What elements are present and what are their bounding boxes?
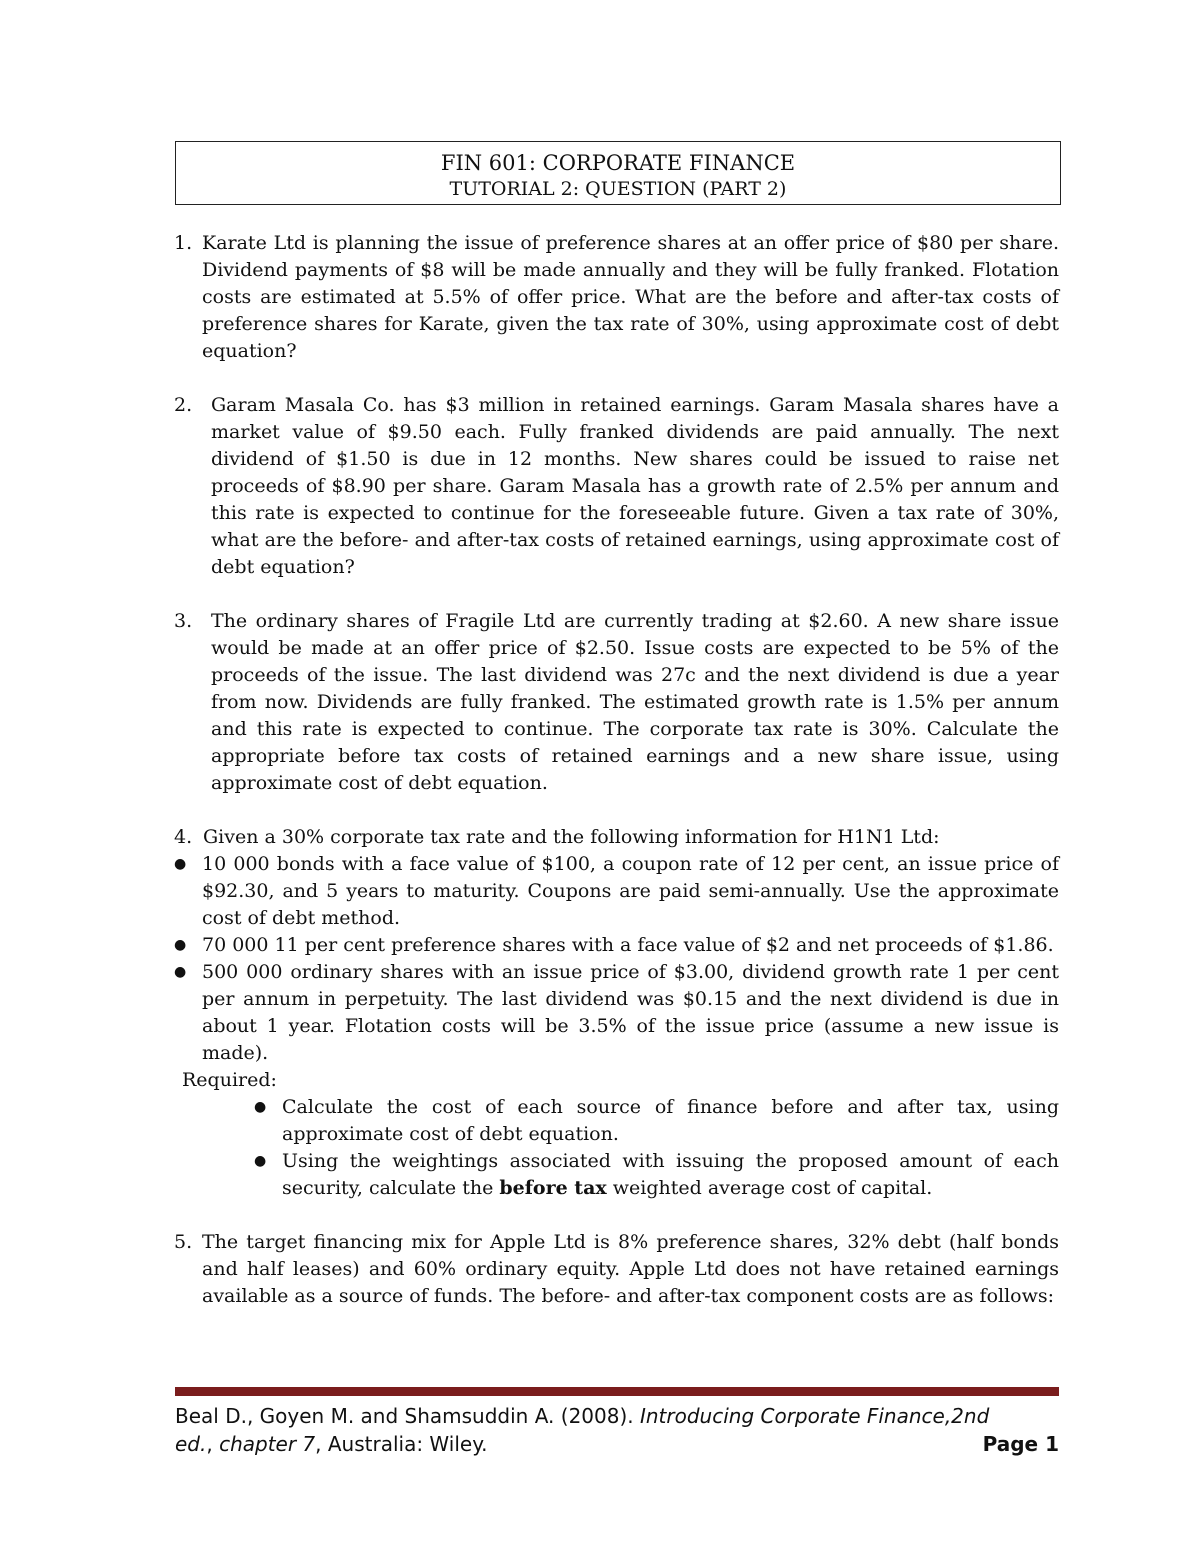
question-1: [174, 230, 1059, 365]
list-item: [254, 1094, 1059, 1148]
question-number: 2.: [174, 394, 193, 416]
question-3: [174, 608, 1059, 797]
course-title: FIN 601: CORPORATE FINANCE: [440, 151, 796, 175]
question-text: The ordinary shares of Fragile Ltd are currently trading at $2.60. A new share issue would be made at an offer price of $2.50. Issue costs are expected to be 5% of the proceeds of the issue. The last dividend was 27c and the next dividend is due a year from now. Dividends are fully franked. The estimated growth rate is 1.5% per annum and this rate is expected to continue. The corporate tax rate is 30%. Calculate the appropriate before tax costs of retained earnings and a new share issue, using approximate cost of debt equation.: [211, 610, 1059, 794]
required-list: [254, 1094, 1059, 1202]
question-list: [174, 230, 1059, 1310]
question-number: 3.: [174, 610, 193, 632]
list-item-text: 10 000 bonds with a face value of $100, a coupon rate of 12 per cent, an issue price of $92.30, and 5 years to maturity. Coupons are paid semi-annually. Use the approximate cost of debt method.: [202, 853, 1059, 929]
required-label: Required:: [182, 1069, 277, 1091]
h1n1-securities-list: [174, 851, 1059, 1067]
question-text: Karate Ltd is planning the issue of preference shares at an offer price of $80 per share. Dividend payments of $8 will be made annually and they will be fully franked. Flotation costs are estimated at 5.5% of offer price. What are the before and after-tax costs of preference shares for Karate, given the tax rate of 30%, using approximate cost of debt equation?: [202, 232, 1059, 362]
question-number: 1.: [174, 232, 193, 254]
list-item: [174, 851, 1059, 932]
page-number: Page 1: [982, 1432, 1059, 1456]
text-run: Using the weightings associated with issuing the proposed amount of each security, calculate the: [282, 1150, 1059, 1199]
question-5: [174, 1229, 1059, 1310]
bullet-icon: ●: [254, 1099, 267, 1115]
list-item-text: 70 000 11 per cent preference shares with a face value of $2 and net proceeds of $1.86.: [202, 934, 1054, 956]
list-item-text: Calculate the cost of each source of finance before and after tax, using approximate cost of debt equation.: [282, 1096, 1059, 1145]
question-number: 4.: [174, 826, 193, 848]
footer-comma: ,: [206, 1432, 213, 1456]
footer-rule: [175, 1387, 1059, 1396]
bullet-icon: ●: [174, 964, 187, 980]
list-item: [174, 932, 1059, 959]
footer-book-title: Introducing Corporate Finance,2nd ed.: [175, 1404, 990, 1456]
question-number: 5.: [174, 1231, 193, 1253]
question-text: Given a 30% corporate tax rate and the following information for H1N1 Ltd:: [203, 826, 940, 848]
bullet-icon: ●: [174, 937, 187, 953]
list-item: [254, 1148, 1059, 1202]
list-item-text: 500 000 ordinary shares with an issue price of $3.00, dividend growth rate 1 per cent per annum in perpetuity. The last dividend was $0.15 and the next dividend is due in about 1 year. Flotation costs will be 3.5% of the issue price (assume a new issue is made).: [202, 961, 1059, 1064]
question-2: [174, 392, 1059, 581]
bullet-icon: ●: [254, 1153, 267, 1169]
list-item: [174, 959, 1059, 1067]
footer-authors: Beal D., Goyen M. and Shamsuddin A. (2008).: [175, 1404, 634, 1428]
footer: [175, 1402, 1059, 1458]
question-4: [174, 824, 1059, 851]
bullet-icon: ●: [174, 856, 187, 872]
question-text: The target financing mix for Apple Ltd is 8% preference shares, 32% debt (half bonds and half leases) and 60% ordinary equity. Apple Ltd does not have retained earnings available as a source of funds. The before- and after-tax component costs are as follows:: [202, 1231, 1059, 1307]
footer-chapter: chapter 7: [219, 1432, 316, 1456]
question-text: Garam Masala Co. has $3 million in retained earnings. Garam Masala shares have a market value of $9.50 each. Fully franked dividends are paid annually. The next dividend of $1.50 is due in 12 months. New shares could be issued to raise net proceeds of $8.90 per share. Garam Masala has a growth rate of 2.5% per annum and this rate is expected to continue for the foreseeable future. Given a tax rate of 30%, what are the before- and after-tax costs of retained earnings, using approximate cost of debt equation?: [211, 394, 1059, 578]
footer-reference: [175, 1402, 1005, 1458]
text-run: weighted average cost of capital.: [606, 1177, 933, 1199]
list-item-text: [282, 1150, 1059, 1199]
title-box: [175, 141, 1061, 205]
footer-publisher: , Australia: Wiley.: [315, 1432, 488, 1456]
tutorial-title: TUTORIAL 2: QUESTION (PART 2): [449, 178, 787, 200]
bold-emphasis: before tax: [499, 1177, 607, 1199]
